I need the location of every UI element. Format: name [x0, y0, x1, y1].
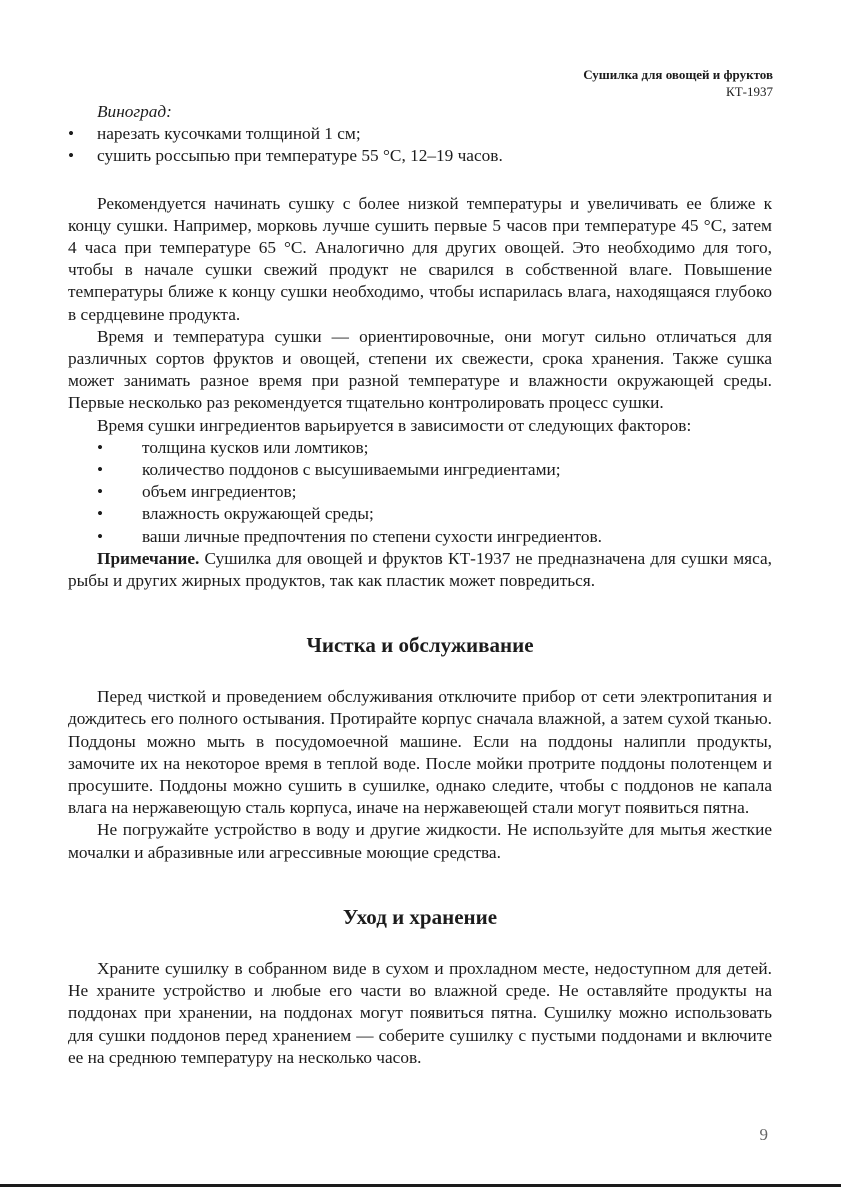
page-number: 9 — [759, 1125, 768, 1144]
list-item: • количество поддонов с высушиваемыми ингредиентами; — [68, 459, 772, 481]
bottom-rule — [0, 1184, 841, 1187]
list-item: • влажность окружающей среды; — [68, 503, 772, 525]
drying-paragraph-2: Время и температура сушки — ориентировочные, они могут сильно отличаться для различных сортов фруктов и овощей, степени их свежести, срока хранения. Также сушка может занимать разное время при разной температуре и влажности окружающей среды. Первые несколько раз рекомендуется тщательно контролировать процесс сушки. — [68, 326, 772, 413]
note-text: Сушилка для овощей и фруктов КТ-1937 не предназначена для сушки мяса, рыбы и других жирных продуктов, так как пластик может повредиться. — [68, 548, 772, 591]
section-title-cleaning: Чистка и обслуживание — [306, 633, 534, 658]
header-title: Сушилка для овощей и фруктов — [583, 67, 773, 82]
factors-list — [68, 437, 772, 548]
factors-intro: Время сушки ингредиентов варьируется в зависимости от следующих факторов: — [97, 415, 692, 435]
cleaning-paragraph-1: Перед чисткой и проведением обслуживания отключите прибор от сети электропитания и дождитесь его полного остывания. Протирайте корпус сначала влажной, а затем сухой тканью. Поддоны можно мыть в посудомоечной машине. Если на поддоны налипли продукты, замочите их на некоторое время в теплой воде. После мойки протрите поддоны полотенцем и просушите. Поддоны можно сушить в сушилке, однако следите, чтобы с поддонов не капала влага на нержавеющую сталь корпуса, иначе на нержавеющей стали могут появиться пятна. — [68, 687, 772, 818]
list-item: • ваши личные предпочтения по степени сухости ингредиентов. — [68, 526, 772, 548]
page-content — [68, 101, 772, 1069]
grape-heading: Виноград: — [97, 102, 172, 121]
note-paragraph — [68, 548, 772, 592]
section-title-storage: Уход и хранение — [342, 904, 498, 929]
list-item: • сушить россыпью при температуре 55 °С, 12–19 часов. — [68, 145, 772, 167]
list-item: • толщина кусков или ломтиков; — [68, 437, 772, 459]
note-label: Примечание. — [97, 548, 200, 568]
drying-paragraph-1: Рекомендуется начинать сушку с более низкой температуры и увеличивать ее ближе к концу сушки. Например, морковь лучше сушить первые 5 часов при температуре 45 °С, затем 4 часа при температуре 65 °С. Аналогично для других овощей. Это необходимо для того, чтобы в начале сушки свежий продукт не сварился в собственной влаге. Повышение температуры ближе к концу сушки необходимо, чтобы испарилась влага, находящаяся глубоко в сердцевине продукта. — [68, 193, 772, 324]
header-model: КТ-1937 — [726, 84, 773, 99]
list-item: • объем ингредиентов; — [68, 481, 772, 503]
list-item: • нарезать кусочками толщиной 1 см; — [68, 123, 772, 145]
storage-paragraph-1: Храните сушилку в собранном виде в сухом и прохладном месте, недоступном для детей. Не храните устройство и любые его части во влажной среде. Не оставляйте продукты на поддонах при хранении, на поддонах могут появиться пятна. Сушилку можно использовать для сушки поддонов перед хранением — соберите сушилку с пустыми поддонами и включите ее на среднюю температуру на несколько часов. — [68, 958, 772, 1067]
spacer — [68, 168, 772, 190]
running-header — [583, 66, 773, 100]
cleaning-paragraph-2: Не погружайте устройство в воду и другие жидкости. Не используйте для мытья жесткие мочалки и абразивные или агрессивные моющие средства. — [68, 820, 772, 862]
grape-list — [68, 123, 772, 167]
